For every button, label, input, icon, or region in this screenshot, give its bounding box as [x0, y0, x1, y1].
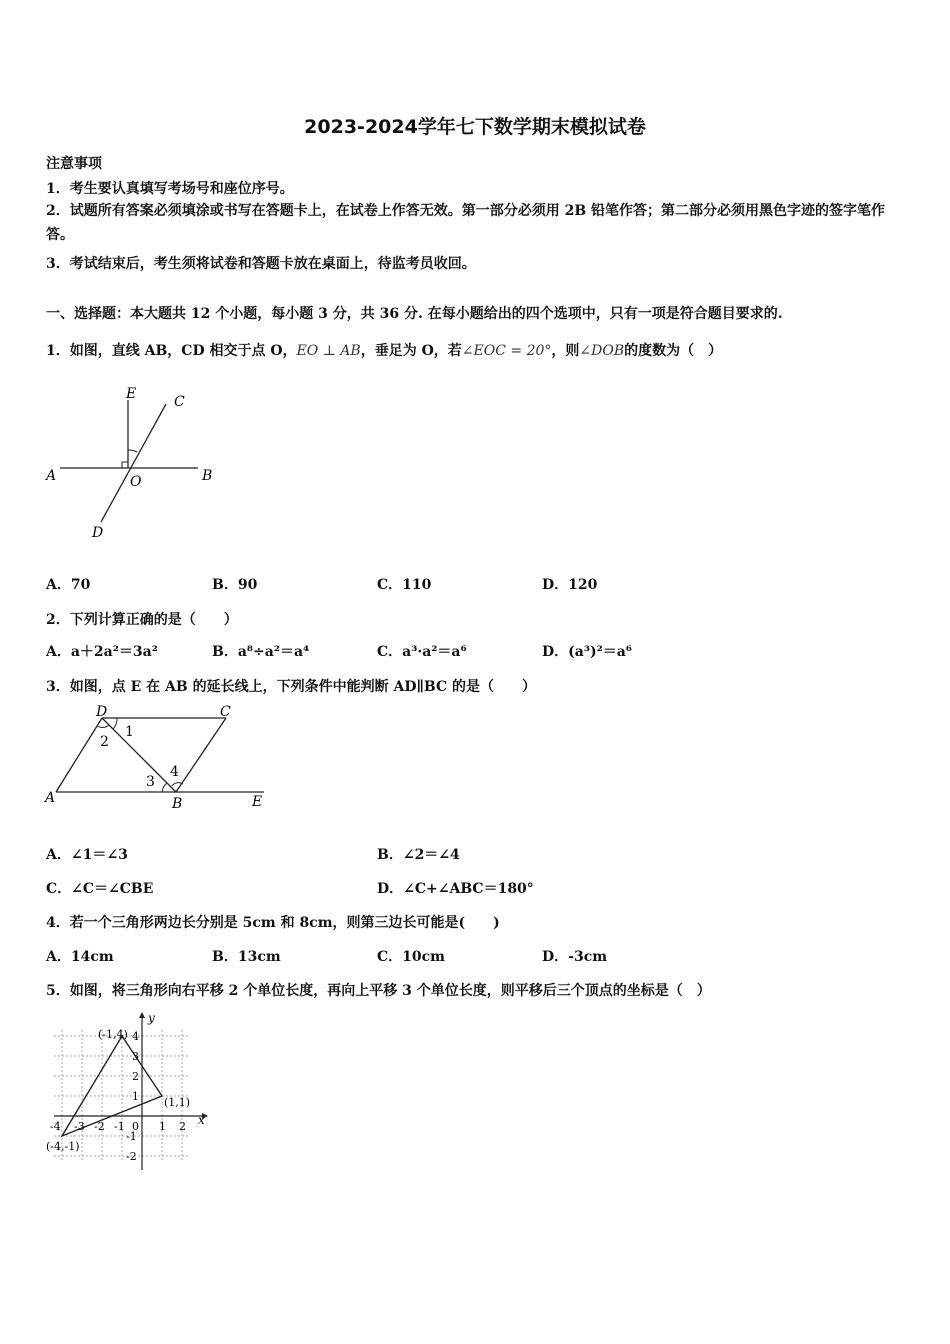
y-tick-minus-1: -1: [126, 1130, 137, 1143]
line-ad: [56, 718, 102, 792]
label-e: E: [126, 386, 137, 402]
y-tick-minus-2: -2: [126, 1150, 137, 1163]
label-a: A: [45, 790, 56, 806]
q3-option-b: B．∠2＝∠4: [377, 847, 460, 863]
y-tick-4: 4: [132, 1030, 139, 1043]
label-a: A: [46, 468, 57, 484]
label-angle-3: 3: [146, 774, 155, 790]
y-tick-3: 3: [132, 1050, 139, 1063]
label-e: E: [252, 794, 263, 810]
label-b: B: [172, 796, 183, 812]
q1-option-b: B．90: [212, 577, 258, 593]
notice-item-3: 3．考试结束后，考生须将试卷和答题卡放在桌面上，待监考员收回。: [46, 256, 476, 272]
q1-option-a: A．70: [46, 577, 91, 593]
q5-coordinate-grid: [44, 1010, 219, 1175]
label-o: O: [130, 474, 142, 490]
line-cd: [101, 404, 166, 522]
q4-option-a: A．14cm: [46, 949, 114, 965]
section-1-heading: 一、选择题：本大题共 12 个小题，每小题 3 分，共 36 分. 在每小题给出的四个选项中，只有一项是符合题目要求的.: [46, 306, 783, 322]
q4-option-b: B．13cm: [212, 949, 281, 965]
question-1-stem: [46, 340, 722, 360]
x-tick-minus-4: -4: [50, 1120, 61, 1133]
question-3-stem: 3．如图，点 E 在 AB 的延长线上，下列条件中能判断 AD∥BC 的是（ ）: [46, 679, 536, 695]
x-axis-label: x: [198, 1113, 205, 1127]
x-tick-minus-3: -3: [74, 1120, 85, 1133]
q3-option-c: C．∠C＝∠CBE: [46, 881, 154, 897]
y-axis-label: y: [148, 1011, 155, 1025]
q1-formula-perp: EO ⊥ AB: [296, 343, 361, 359]
q1-option-d: D．120: [542, 577, 598, 593]
q1-formula-angle-eoc: ∠EOC = 20°: [461, 343, 552, 359]
x-tick-0: 0: [132, 1120, 139, 1133]
angle-2-arc: [97, 725, 109, 728]
label-c: C: [174, 394, 185, 410]
q2-option-b: B．a⁸÷a²＝a⁴: [212, 644, 310, 660]
angle-3-arc: [162, 783, 167, 792]
q2-option-a: A．a＋2a²＝3a²: [46, 644, 158, 660]
label-d: D: [92, 525, 104, 541]
q1-option-c: C．110: [377, 577, 432, 593]
q3-option-d: D．∠C+∠ABC＝180°: [377, 881, 534, 897]
angle-arc: [128, 450, 137, 452]
question-5-stem: 5．如图，将三角形向右平移 2 个单位长度，再向上平移 3 个单位长度，则平移后三个顶点的坐标是（ ）: [46, 983, 711, 999]
q1-formula-angle-dob: ∠DOB: [579, 343, 625, 359]
q1-text-a: 1．如图，直线 AB，CD 相交于点 O，: [46, 343, 297, 359]
label-b: B: [202, 468, 213, 484]
point-label-3: (-4,-1): [46, 1140, 80, 1153]
point-label-2: (1,1): [164, 1096, 191, 1109]
question-2-stem: 2．下列计算正确的是（ ）: [46, 612, 238, 628]
label-angle-1: 1: [125, 724, 134, 740]
q3-figure: [40, 702, 270, 814]
q2-option-d: D．(a³)²＝a⁶: [542, 644, 632, 660]
x-tick-1: 1: [159, 1120, 166, 1133]
label-angle-2: 2: [100, 734, 109, 750]
y-tick-2: 2: [132, 1070, 139, 1083]
notice-item-2: 2．试题所有答案必须填涂或书写在答题卡上，在试卷上作答无效。第一部分必须用 2B 铅笔作答；第二部分必须用黑色字迹的签字笔作答。: [46, 203, 886, 243]
label-d: D: [96, 704, 108, 720]
question-4-stem: 4．若一个三角形两边长分别是 5cm 和 8cm，则第三边长可能是( ): [46, 915, 500, 931]
q1-figure: [40, 382, 230, 547]
x-tick-minus-1: -1: [114, 1120, 125, 1133]
q2-option-c: C．a³·a²＝a⁶: [377, 644, 467, 660]
q1-text-c: ，则: [551, 343, 580, 359]
q3-option-a: A．∠1＝∠3: [46, 847, 128, 863]
y-axis-arrow: [139, 1012, 145, 1018]
x-tick-minus-2: -2: [94, 1120, 105, 1133]
line-db: [102, 718, 176, 792]
notice-heading: 注意事项: [46, 156, 102, 172]
notice-item-1: 1．考生要认真填写考场号和座位序号。: [46, 181, 294, 197]
x-tick-2: 2: [179, 1120, 186, 1133]
point-label-1: (-1,4): [98, 1028, 128, 1041]
page-title: 2023-2024学年七下数学期末模拟试卷: [304, 116, 646, 138]
label-c: C: [220, 704, 231, 720]
q1-text-d: 的度数为（ ）: [624, 343, 723, 359]
q4-option-c: C．10cm: [377, 949, 445, 965]
label-angle-4: 4: [170, 764, 179, 780]
angle-1-arc: [113, 718, 117, 729]
q4-option-d: D．-3cm: [542, 949, 608, 965]
y-tick-1: 1: [132, 1090, 139, 1103]
q1-text-b: ，垂足为 O，若: [360, 343, 462, 359]
line-bc: [176, 718, 226, 792]
right-angle-mark: [122, 462, 128, 468]
